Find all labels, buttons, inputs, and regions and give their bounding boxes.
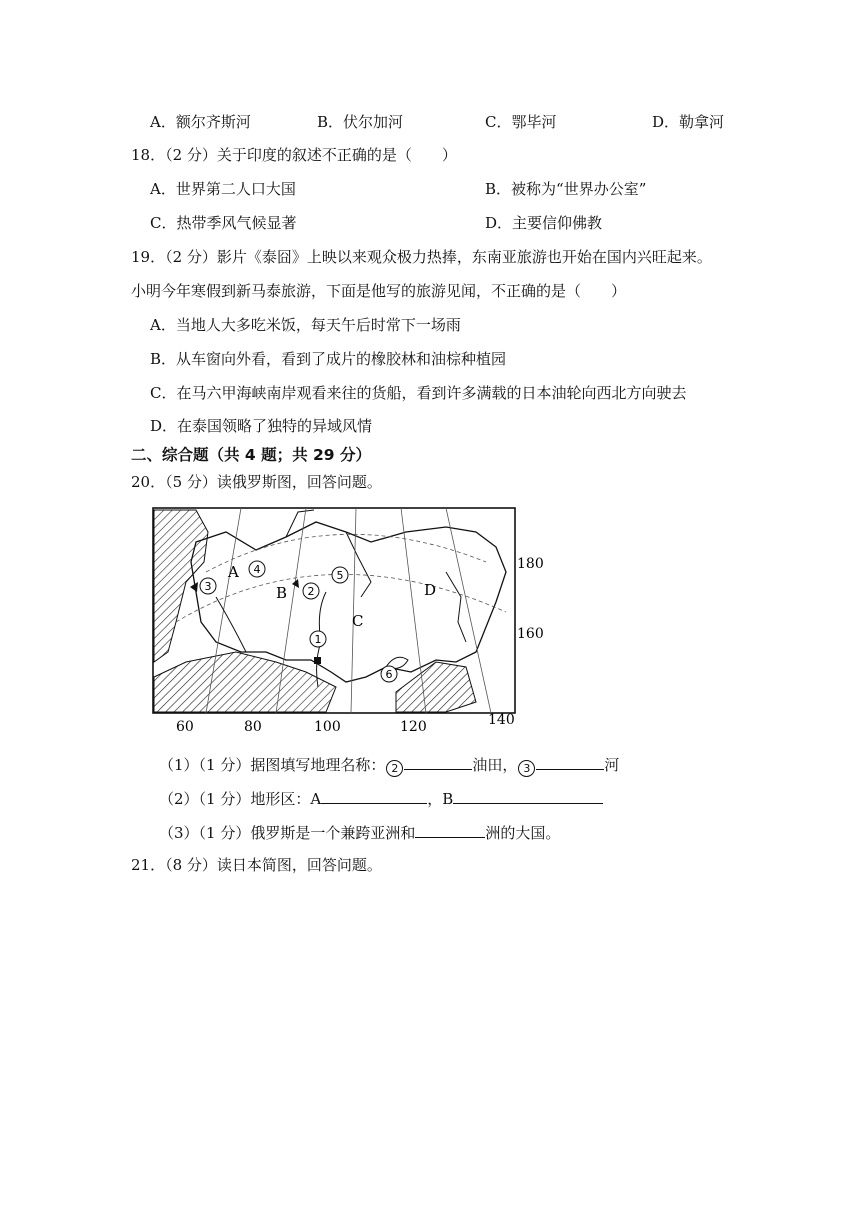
- q19-option-c: C．在马六甲海峡南岸观看来往的货船，看到许多满载的日本油轮向西北方向驶去: [150, 384, 687, 402]
- q18-option-a: A．世界第二人口大国: [150, 180, 296, 198]
- map-label-180: 180: [517, 556, 544, 572]
- svg-text:1: 1: [314, 633, 322, 646]
- q19-stem-line2: 小明今年寒假到新马泰旅游，下面是他写的旅游见闻，不正确的是（ ）: [131, 282, 627, 300]
- section-heading: 二、综合题（共 4 题；共 29 分）: [131, 446, 371, 464]
- q20-sub2: （2）（1 分）地形区：A ，B: [159, 788, 603, 809]
- map-number-4: [249, 561, 265, 577]
- q19-option-d: D．在泰国领略了独特的异域风情: [150, 417, 373, 435]
- q17-option-b: B．伏尔加河: [317, 113, 404, 131]
- answer-blank[interactable]: [321, 788, 427, 804]
- map-number-2: [303, 583, 319, 599]
- map-number-1: [310, 631, 326, 647]
- q20-sub3: （3）（1 分）俄罗斯是一个兼跨亚洲和 洲的大国。: [159, 824, 561, 842]
- q19-stem-line1: 19．（2 分）影片《泰囧》上映以来观众极力热捧，东南亚旅游也开始在国内兴旺起来。: [131, 248, 712, 266]
- map-number-5: [332, 567, 348, 583]
- map-label-100: 100: [314, 719, 341, 735]
- answer-blank[interactable]: [453, 788, 603, 804]
- map-label-160: 160: [517, 626, 544, 642]
- q17-option-c: C．鄂毕河: [485, 113, 557, 131]
- q20-sub1: （1）（1 分）据图填写地理名称： 2 油田， 3 河: [159, 756, 620, 775]
- q19-option-a: A．当地人大多吃米饭，每天午后时常下一场雨: [150, 316, 461, 334]
- q20-stem: 20．（5 分）读俄罗斯图，回答问题。: [131, 473, 382, 491]
- russia-map: [146, 502, 548, 740]
- map-letter-a: A: [228, 563, 239, 581]
- q18-option-c: C．热带季风气候显著: [150, 214, 297, 232]
- q17-option-d: D．勒拿河: [652, 113, 725, 131]
- map-letter-d: D: [424, 581, 437, 599]
- svg-text:4: 4: [253, 563, 261, 576]
- svg-text:3: 3: [204, 580, 212, 593]
- svg-text:5: 5: [336, 569, 344, 582]
- svg-text:6: 6: [385, 668, 393, 681]
- answer-blank[interactable]: [536, 754, 604, 770]
- q17-option-a: A．额尔齐斯河: [150, 113, 251, 131]
- svg-text:2: 2: [307, 585, 315, 598]
- q18-option-d: D．主要信仰佛教: [485, 214, 603, 232]
- q21-stem: 21．（8 分）读日本简图，回答问题。: [131, 856, 382, 874]
- answer-blank[interactable]: [404, 754, 472, 770]
- map-letter-b: B: [276, 584, 288, 602]
- q18-option-b: B．被称为“世界办公室”: [485, 180, 647, 198]
- circled-number: 3: [518, 760, 535, 777]
- q18-stem: 18．（2 分）关于印度的叙述不正确的是（ ）: [131, 146, 457, 164]
- circled-number: 2: [386, 760, 403, 777]
- map-label-80: 80: [244, 719, 262, 735]
- answer-blank[interactable]: [415, 822, 485, 838]
- map-label-60: 60: [176, 719, 194, 735]
- map-number-3: [200, 578, 216, 594]
- map-number-6: [381, 666, 397, 682]
- q19-option-b: B．从车窗向外看，看到了成片的橡胶林和油棕种植园: [150, 350, 507, 368]
- map-letter-c: C: [352, 612, 364, 630]
- map-label-120: 120: [400, 719, 427, 735]
- map-label-140: 140: [488, 712, 515, 728]
